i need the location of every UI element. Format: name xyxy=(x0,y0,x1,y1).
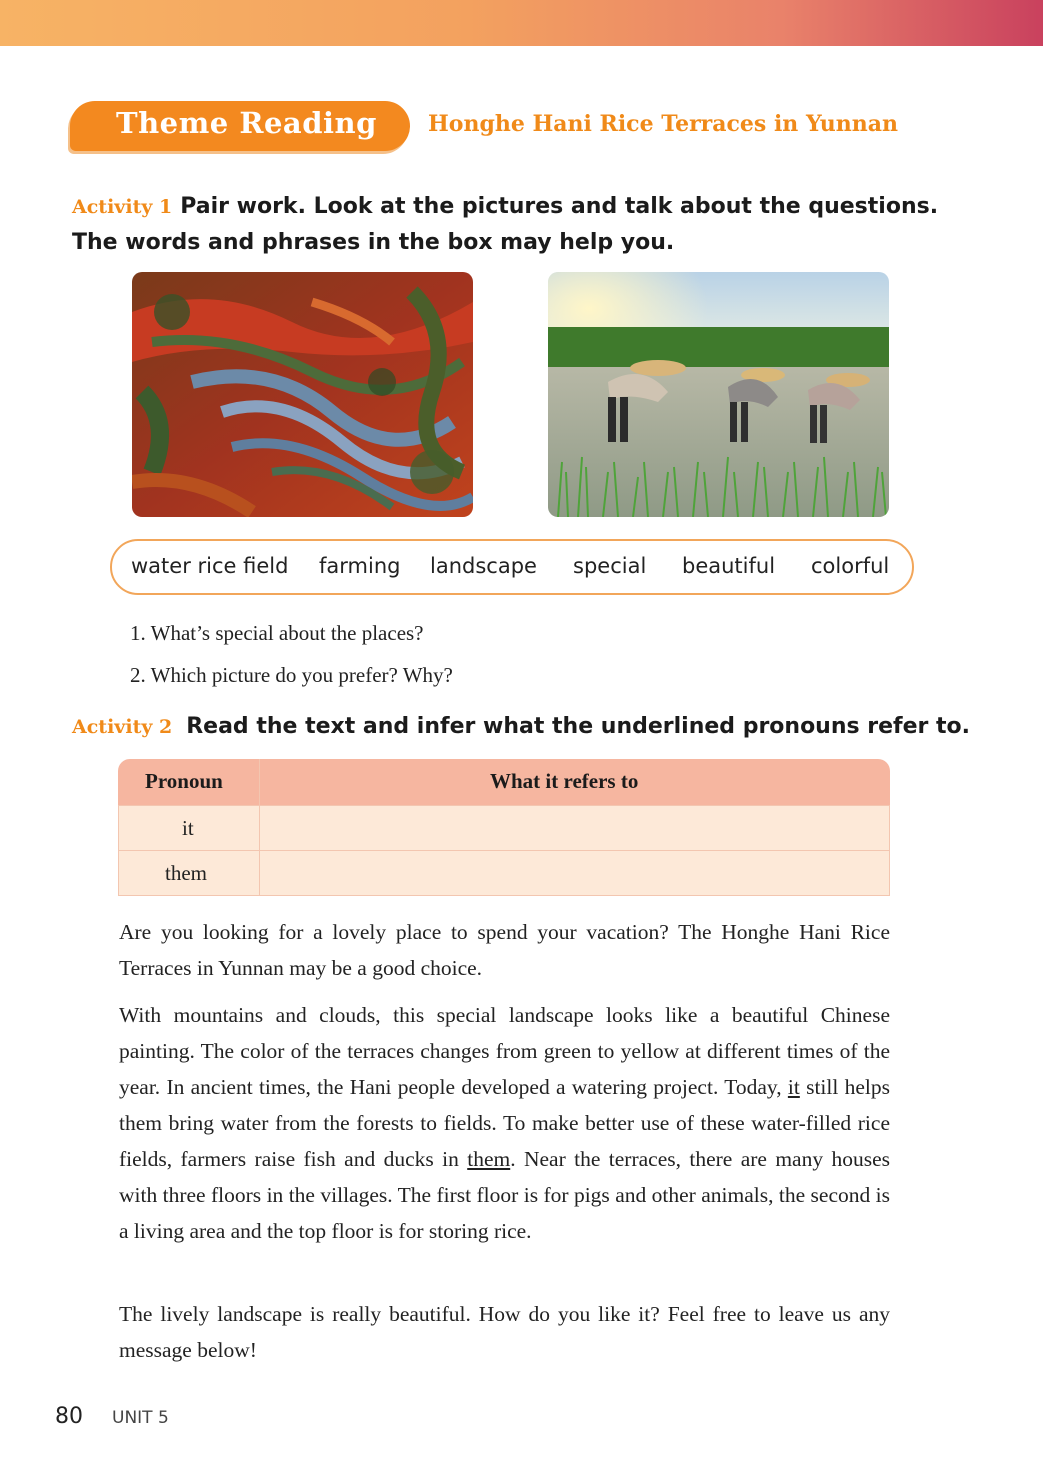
word-box-item: water rice field xyxy=(131,554,289,578)
table-header xyxy=(118,759,890,805)
question-item: 2. Which picture do you prefer? Why? xyxy=(130,663,453,687)
column-header-pronoun: Pronoun xyxy=(145,769,223,793)
paragraph-text: With mountains and clouds, this special landscape looks like a beautiful Chinese painting. The color of the terraces changes from green to yellow at different times of the year. In ancient times, the Hani people developed a watering project. Today, xyxy=(119,1003,890,1099)
rice-terraces-photo xyxy=(132,272,473,517)
activity2-text: Read the text and infer what the underlined pronouns refer to. xyxy=(186,714,971,739)
page-number: 80 xyxy=(55,1404,83,1429)
paragraph-text: still helps them bring water from the forests to fields. To make better use of these water-filled rice fields, farmers raise fish and ducks in xyxy=(119,1075,891,1171)
theme-reading-label: Theme Reading xyxy=(116,106,377,140)
page-title: Honghe Hani Rice Terraces in Yunnan xyxy=(428,111,898,137)
activity1-line1: Pair work. Look at the pictures and talk about the questions. xyxy=(180,194,939,219)
activity2-tag: Activity 2 xyxy=(72,716,173,738)
table-row xyxy=(118,805,890,851)
activity2-instruction xyxy=(72,709,992,745)
pronoun-cell: them xyxy=(165,861,207,885)
word-box-item: farming xyxy=(319,554,401,578)
theme-reading-badge xyxy=(70,101,410,151)
farmers-paddy-photo xyxy=(548,272,889,517)
text-paragraph-1: Are you looking for a lovely place to spend your vacation? The Honghe Hani Rice Terraces in Yunnan may be a good choice. xyxy=(119,920,890,980)
text-paragraph-2 xyxy=(119,997,890,1249)
table-row xyxy=(118,850,890,896)
word-box xyxy=(110,539,914,595)
word-box-item: landscape xyxy=(430,554,537,578)
word-box-item: colorful xyxy=(811,554,890,578)
unit-label: UNIT 5 xyxy=(112,1408,169,1428)
activity1-questions xyxy=(130,612,453,696)
top-color-bar xyxy=(0,0,1043,46)
activity1-instruction xyxy=(72,189,972,261)
activity1-line2: The words and phrases in the box may help you. xyxy=(72,230,675,255)
word-box-item: special xyxy=(573,554,647,578)
pronoun-table xyxy=(118,759,890,895)
text-paragraph-3: The lively landscape is really beautiful. How do you like it? Feel free to leave us any message below! xyxy=(119,1302,890,1362)
pronoun-cell: it xyxy=(182,816,194,840)
column-header-refers: What it refers to xyxy=(490,769,639,793)
question-item: 1. What’s special about the places? xyxy=(130,621,424,645)
underlined-pronoun-them: them xyxy=(467,1147,511,1171)
activity1-tag: Activity 1 xyxy=(72,196,173,218)
table-divider xyxy=(259,759,260,895)
paragraph-text: . Near the terraces, there are many houses with three floors in the villages. The first floor is for pigs and other animals, the second is a living area and the top floor is for storing rice. xyxy=(119,1147,890,1243)
word-box-item: beautiful xyxy=(682,554,776,578)
underlined-pronoun-it: it xyxy=(787,1075,800,1099)
